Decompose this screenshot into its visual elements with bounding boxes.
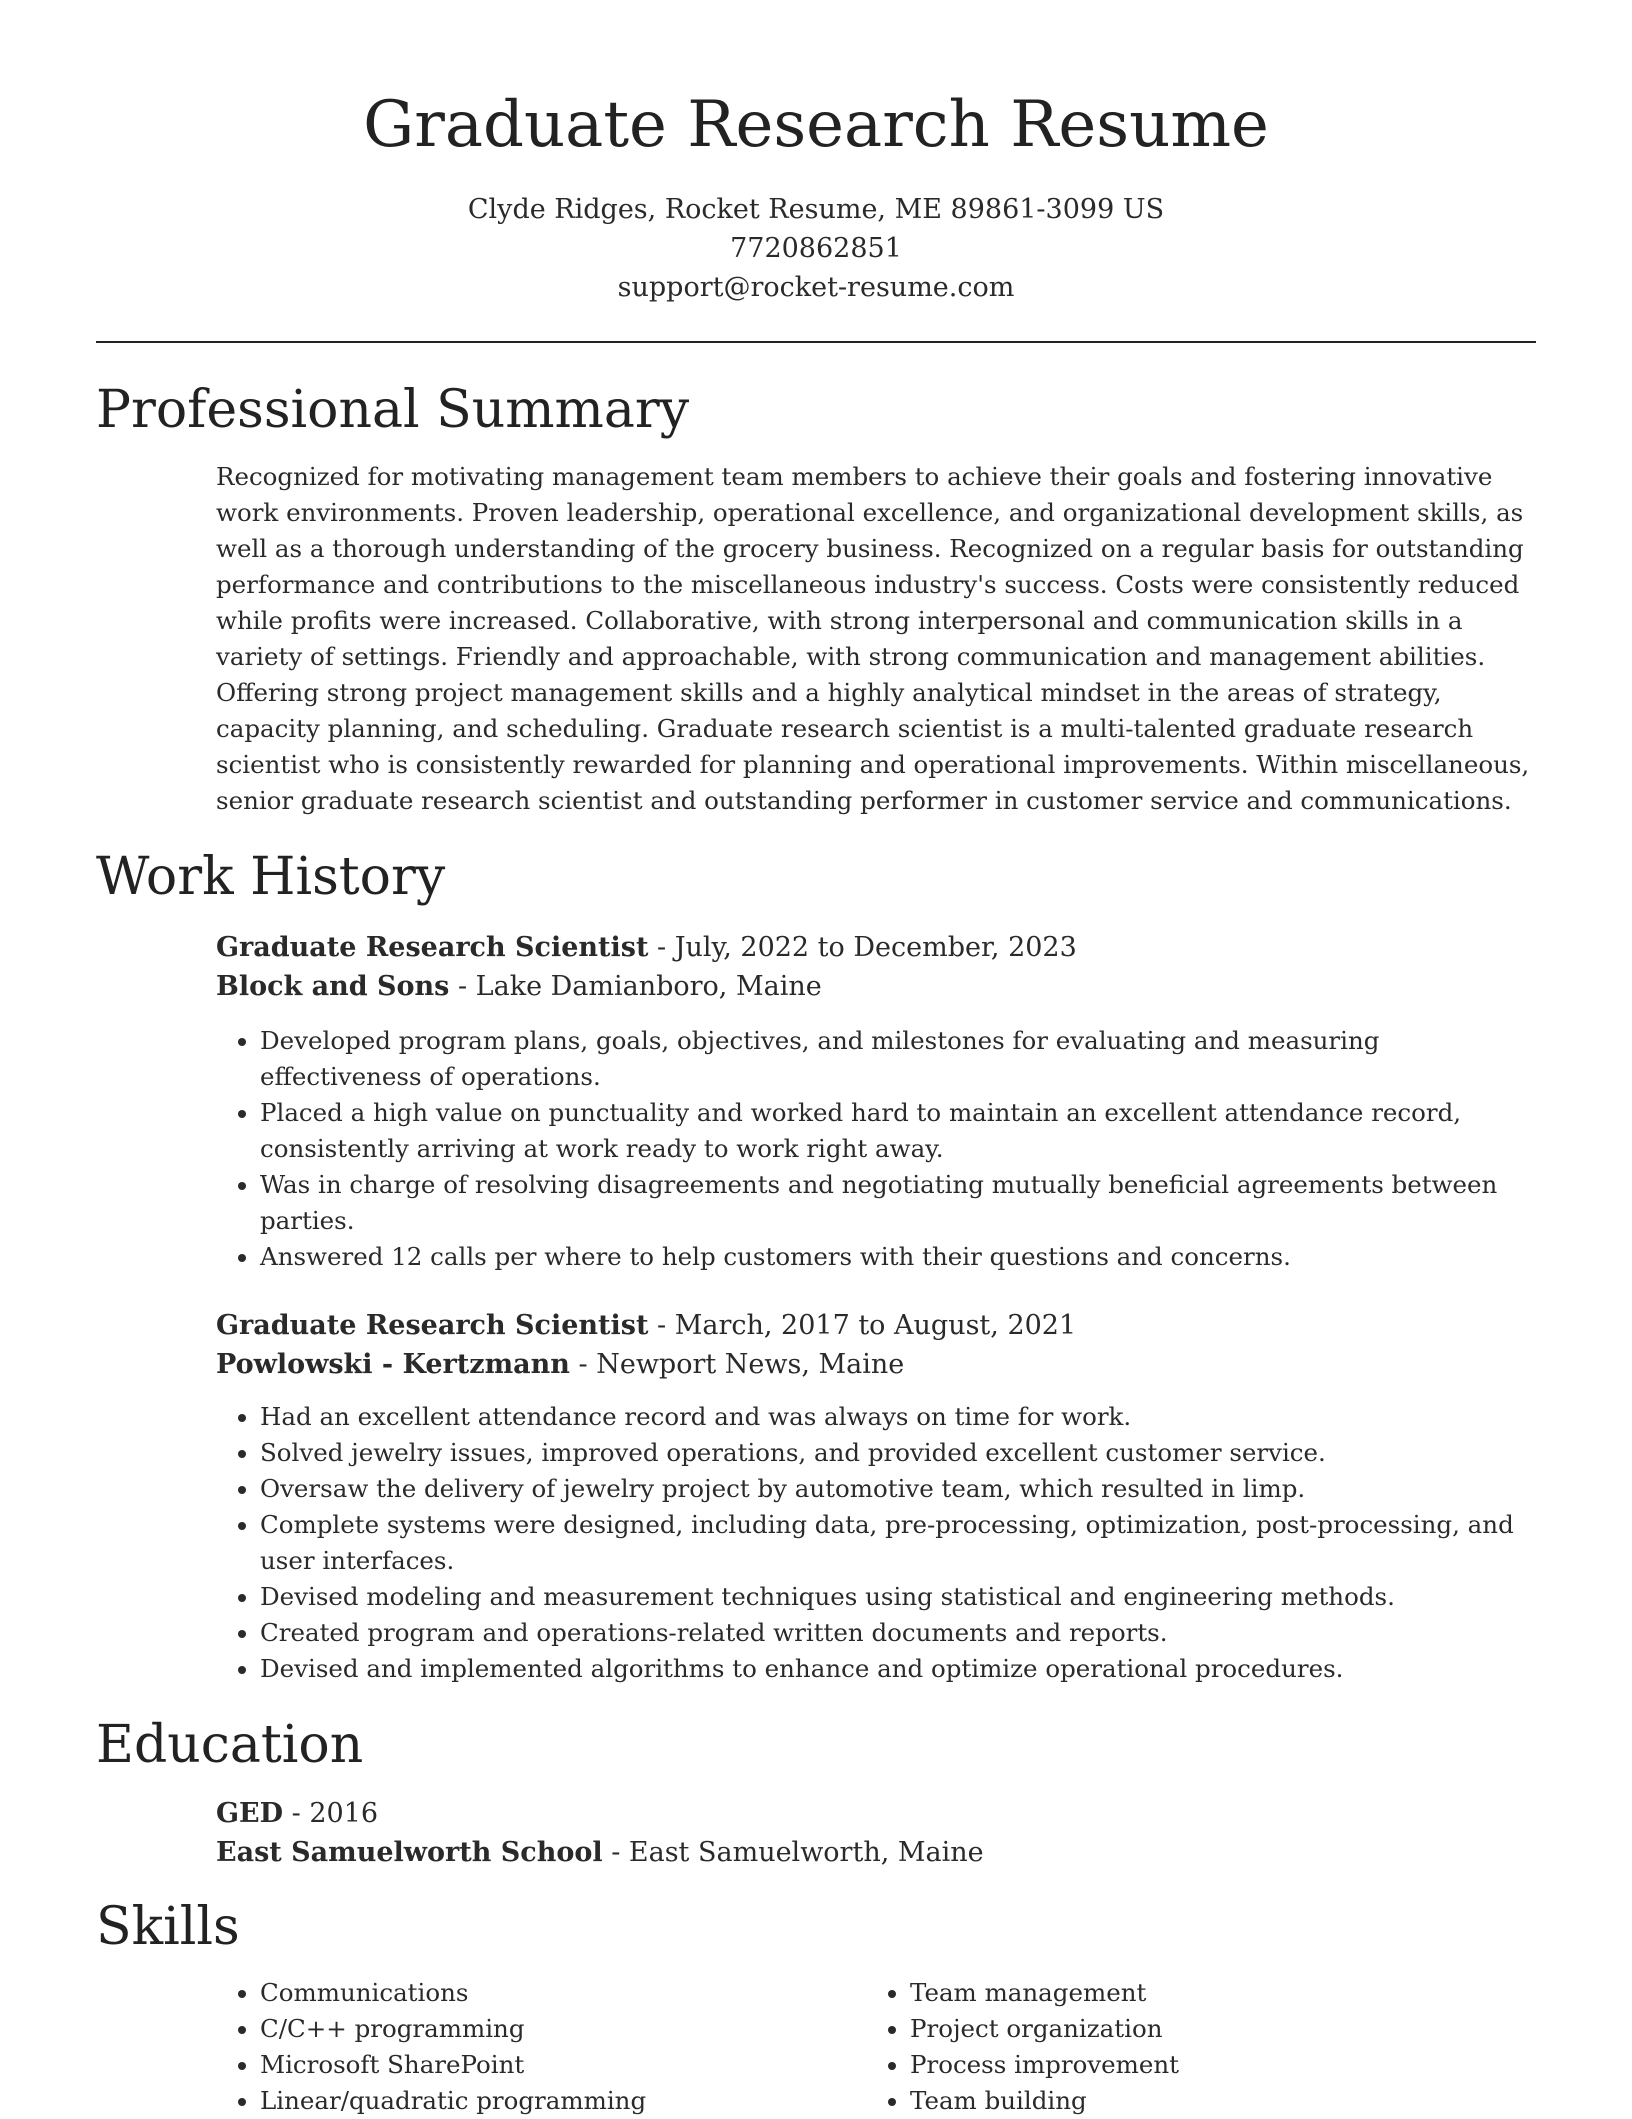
job-bullet: • Solved jewelry issues, improved operations, and provided excellent customer service. <box>260 1435 1536 1471</box>
summary-section <box>216 459 1536 819</box>
job-company-line <box>216 1345 1536 1384</box>
skills-column-left <box>216 1975 856 2119</box>
job-bullet-list <box>216 1023 1536 1275</box>
school-location: - East Samuelworth, Maine <box>602 1837 984 1868</box>
job-company: Powlowski - Kertzmann <box>216 1349 570 1380</box>
job-bullet: • Placed a high value on punctuality and worked hard to maintain an excellent attendance record, consistently arriving at work ready to work right away. <box>260 1095 1536 1167</box>
skills-heading: Skills <box>96 1897 240 1957</box>
resume-title: Graduate Research Resume <box>363 88 1269 162</box>
job-company-line <box>216 967 1536 1006</box>
skill-item: • Project organization <box>910 2011 1506 2047</box>
education-entry <box>216 1794 1536 1872</box>
contact-address: Clyde Ridges, Rocket Resume, ME 89861-3099 US <box>467 194 1165 225</box>
degree-line <box>216 1794 1536 1833</box>
job-bullet: • Created program and operations-related written documents and reports. <box>260 1615 1536 1651</box>
skill-item: • Linear/quadratic programming <box>260 2083 856 2119</box>
skills-list <box>216 1975 856 2119</box>
job-company: Block and Sons <box>216 971 450 1002</box>
job-bullet-list <box>216 1399 1536 1687</box>
skills-column-right <box>866 1975 1506 2119</box>
education-heading: Education <box>96 1715 364 1775</box>
contact-email: support@rocket-resume.com <box>617 272 1015 303</box>
work-history-heading: Work History <box>96 847 446 907</box>
job-bullet: • Devised and implemented algorithms to enhance and optimize operational procedures. <box>260 1651 1536 1687</box>
job-bullet: • Had an excellent attendance record and was always on time for work. <box>260 1399 1536 1435</box>
contact-phone: 7720862851 <box>730 233 902 264</box>
job-dates: - July, 2022 to December, 2023 <box>648 932 1077 963</box>
job-bullet: • Oversaw the delivery of jewelry project by automotive team, which resulted in limp. <box>260 1471 1536 1507</box>
job-dates: - March, 2017 to August, 2021 <box>648 1310 1077 1341</box>
job-title: Graduate Research Scientist <box>216 1310 649 1341</box>
skills-list <box>866 1975 1506 2119</box>
skill-item: • Process improvement <box>910 2047 1506 2083</box>
job-title: Graduate Research Scientist <box>216 932 649 963</box>
skill-item: • Team building <box>910 2083 1506 2119</box>
job-location: - Newport News, Maine <box>569 1349 905 1380</box>
summary-heading: Professional Summary <box>96 380 690 440</box>
job-location: - Lake Damianboro, Maine <box>449 971 822 1002</box>
school-line <box>216 1833 1536 1872</box>
resume-header <box>96 80 1536 307</box>
job-bullet: • Complete systems were designed, including data, pre-processing, optimization, post-processing, and user interfaces. <box>260 1507 1536 1579</box>
degree-year: - 2016 <box>283 1798 379 1829</box>
job-bullet: • Answered 12 calls per where to help customers with their questions and concerns. <box>260 1239 1536 1275</box>
job-title-line <box>216 1306 1536 1345</box>
job-entry <box>216 928 1536 1275</box>
summary-text: Recognized for motivating management team members to achieve their goals and fostering innovative work environments. Proven leadership, operational excellence, and organizational development skills, as well as a thorough understanding of the grocery business. Recognized on a regular basis for outstanding performance and contributions to the miscellaneous industry's success. Costs were consistently reduced while profits were increased. Collaborative, with strong interpersonal and communication skills in a variety of settings. Friendly and approachable, with strong communication and management abilities. Offering strong project management skills and a highly analytical mindset in the areas of strategy, capacity planning, and scheduling. Graduate research scientist is a multi-talented graduate research scientist who is consistently rewarded for planning and operational improvements. Within miscellaneous, senior graduate research scientist and outstanding performer in customer service and communications. <box>216 462 1530 815</box>
job-bullet: • Was in charge of resolving disagreements and negotiating mutually beneficial agreements between parties. <box>260 1167 1536 1239</box>
job-bullet: • Devised modeling and measurement techniques using statistical and engineering methods. <box>260 1579 1536 1615</box>
degree: GED <box>216 1798 284 1829</box>
header-divider <box>96 341 1536 343</box>
skill-item: • Microsoft SharePoint <box>260 2047 856 2083</box>
job-title-line <box>216 928 1536 967</box>
skill-item: • Communications <box>260 1975 856 2011</box>
job-bullet: • Developed program plans, goals, objectives, and milestones for evaluating and measuring effectiveness of operations. <box>260 1023 1536 1095</box>
skill-item: • Team management <box>910 1975 1506 2011</box>
school-name: East Samuelworth School <box>216 1837 603 1868</box>
skill-item: • C/C++ programming <box>260 2011 856 2047</box>
job-entry <box>216 1306 1536 1687</box>
